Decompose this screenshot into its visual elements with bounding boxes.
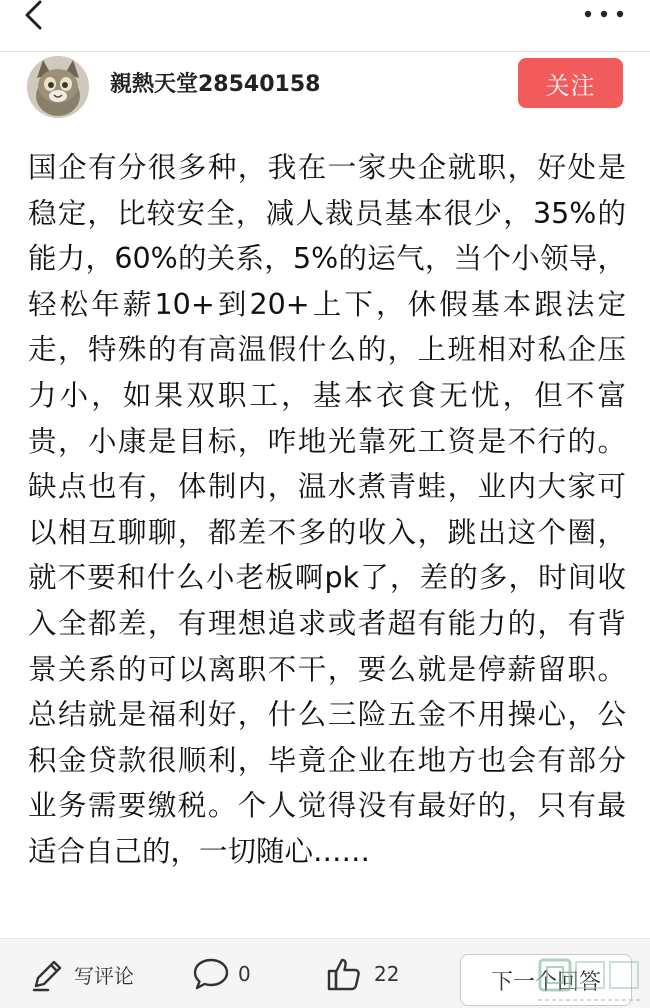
more-button[interactable] (580, 0, 624, 28)
bottom-action-bar (0, 938, 650, 1008)
back-button[interactable] (22, 0, 66, 30)
like-button[interactable] (326, 939, 399, 1008)
follow-button[interactable]: 关注 (518, 58, 623, 108)
like-count: 22 (374, 962, 400, 986)
answer-content: 国企有分很多种，我在一家央企就职，好处是稳定，比较安全，减人裁员基本很少，35%的能力，60%的关系，5%的运气，当个小领导，轻松年薪10+到20+上下，休假基本跟法定走，特殊的有高温假什么的，上班相对私企压力小，如果双职工，基本衣食无忧，但不富贵，小康是目标，咋地光靠死工资是不行的。缺点也有，体制内，温水煮青蛙，业内大家可以相互聊聊，都差不多的收入，跳出这个圈，就不要和什么小老板啊pk了，差的多，时间收入全都差，有理想追求或者超有能力的，有背景关系的可以离职不干，要么就是停薪留职。总结就是福利好，什么三险五金不用操心，公积金贷款很顺利，毕竟企业在地方也会有部分业务需要缴税。个人觉得没有最好的，只有最适合自己的，一切随心…… (28, 151, 626, 868)
avatar[interactable] (27, 56, 89, 118)
thumbs-up-icon (326, 956, 362, 992)
write-comment-button[interactable] (30, 939, 134, 1008)
author-row (0, 52, 650, 132)
chevron-left-icon (22, 0, 44, 30)
next-answer-button[interactable]: 下一个回答 (460, 954, 632, 1006)
more-horizontal-icon (584, 9, 624, 19)
top-nav-bar (0, 0, 650, 52)
cat-avatar-icon (27, 56, 89, 118)
comments-button[interactable] (192, 939, 251, 1008)
author-name[interactable]: 親熱天堂28540158 (110, 72, 321, 97)
pencil-icon (30, 956, 64, 992)
write-comment-label: 写评论 (74, 963, 134, 988)
comment-count: 0 (238, 962, 251, 986)
speech-bubble-icon (192, 957, 230, 991)
